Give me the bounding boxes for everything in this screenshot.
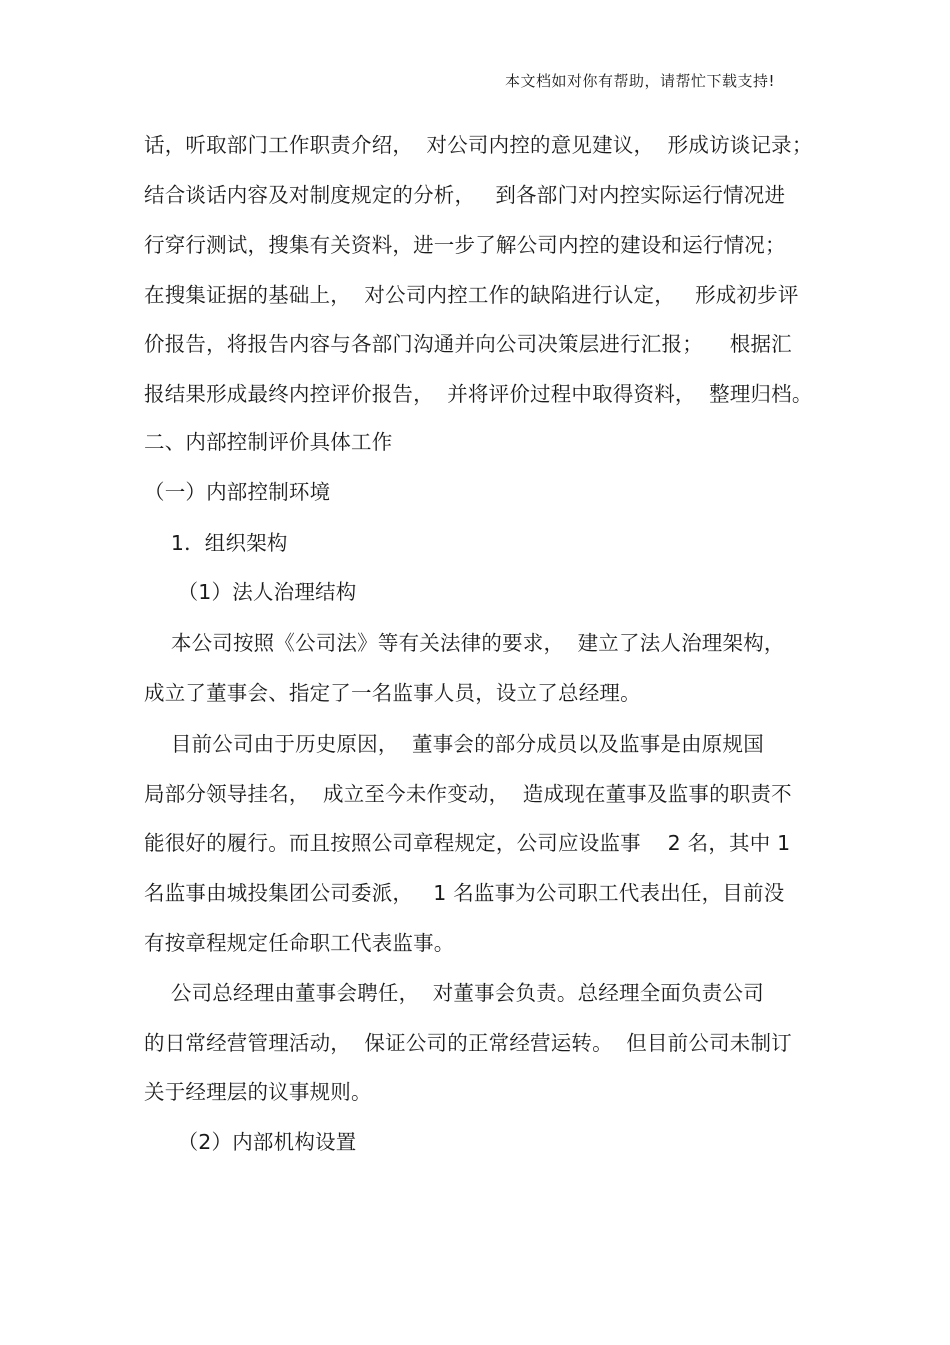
text-line: 结合谈话内容及对制度规定的分析， 到各部门对内控实际运行情况进	[144, 183, 786, 207]
section-heading: 二、内部控制评价具体工作	[144, 430, 393, 454]
text-line: 关于经理层的议事规则。	[144, 1080, 372, 1104]
text-line: 公司总经理由董事会聘任， 对董事会负责。总经理全面负责公司	[144, 981, 764, 1005]
subitem-heading: （2）内部机构设置	[144, 1130, 357, 1154]
text-line: 价报告，将报告内容与各部门沟通并向公司决策层进行汇报； 根据汇	[144, 332, 792, 356]
text-line: 局部分领导挂名， 成立至今未作变动， 造成现在董事及监事的职责不	[144, 782, 792, 806]
subitem-heading: （1）法人治理结构	[144, 580, 357, 604]
text-line: 本公司按照《公司法》等有关法律的要求， 建立了法人治理架构，	[144, 631, 785, 655]
text-line: 能很好的履行。而且按照公司章程规定，公司应设监事 2 名，其中 1	[144, 831, 791, 855]
text-line: 报结果形成最终内控评价报告， 并将评价过程中取得资料， 整理归档。	[144, 382, 813, 406]
text-line: 有按章程规定任命职工代表监事。	[144, 931, 455, 955]
header-note: 本文档如对你有帮助，请帮忙下载支持!	[505, 72, 776, 90]
text-line: 目前公司由于历史原因， 董事会的部分成员以及监事是由原规国	[144, 732, 764, 756]
text-line: 在搜集证据的基础上， 对公司内控工作的缺陷进行认定， 形成初步评	[144, 283, 799, 307]
item-heading: 1．组织架构	[144, 531, 288, 555]
text-line: 的日常经营管理活动， 保证公司的正常经营运转。 但目前公司未制订	[144, 1031, 792, 1055]
subsection-heading: （一）内部控制环境	[144, 480, 331, 504]
text-line: 行穿行测试，搜集有关资料，进一步了解公司内控的建设和运行情况；	[144, 233, 786, 257]
text-line: 话，听取部门工作职责介绍， 对公司内控的意见建议， 形成访谈记录；	[144, 133, 813, 157]
text-line: 名监事由城投集团公司委派， 1 名监事为公司职工代表出任，目前没	[144, 881, 785, 905]
text-line: 成立了董事会、指定了一名监事人员，设立了总经理。	[144, 681, 641, 705]
